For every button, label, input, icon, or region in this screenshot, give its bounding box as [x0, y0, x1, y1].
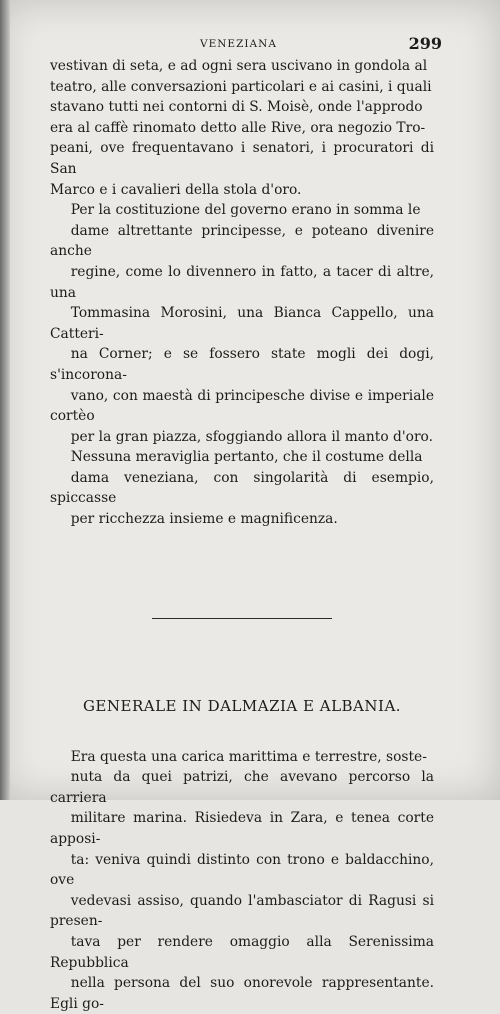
text-line: Nessuna meraviglia pertanto, che il costume della: [70, 449, 423, 466]
section-heading: GENERALE IN DALMAZIA E ALBANIA.: [82, 696, 402, 715]
page-body: [50, 34, 442, 1014]
paragraph: [50, 447, 434, 529]
text-line: vestivan di seta, e ad ogni sera uscivano in gondola al: [50, 58, 428, 74]
page-number: 299: [408, 34, 442, 53]
section-body: [50, 747, 434, 1014]
text-line: Tommasina Morosini, una Bianca Cappello, una Catteri-: [50, 305, 434, 342]
text-line: regine, come lo divennero in fatto, a tacer di altre, una: [50, 263, 434, 301]
text-line: Per la costituzione del governo erano in somma le: [70, 202, 421, 219]
paragraph: [50, 747, 434, 1014]
text-line: Marco e i cavalieri della stola d'oro.: [50, 181, 302, 198]
text-line: nuta da quei patrizi, che avevano percorso la carriera: [50, 769, 434, 806]
text-line: dame altrettante principesse, e poteano divenire anche: [50, 222, 434, 260]
text-line: nella persona del suo onorevole rappresentante. Egli go-: [50, 975, 434, 1012]
running-title: VENEZIANA: [200, 38, 277, 50]
text-line: per ricchezza insieme e magnificenza.: [70, 511, 338, 528]
text-line: na Corner; e se fossero state mogli dei dogi, s'incorona-: [50, 346, 434, 383]
binding-gutter: [0, 0, 10, 800]
text-line: peani, ove frequentavano i senatori, i procuratori di San: [50, 140, 434, 177]
paragraph: [50, 56, 434, 200]
text-line: per la gran piazza, sfoggiando allora il manto d'oro.: [70, 428, 434, 445]
text-line: dama veneziana, con singolarità di esempio, spiccasse: [50, 469, 434, 507]
text-line: ta: veniva quindi distinto con trono e baldacchino, ove: [50, 851, 434, 889]
section-divider: [152, 618, 332, 619]
text-line: stavano tutti nei contorni di S. Moisè, onde l'approdo: [50, 99, 423, 116]
text-line: Era questa una carica marittima e terrestre, soste-: [70, 748, 427, 765]
text-line: era al caffè rinomato detto alle Rive, ora negozio Tro-: [50, 119, 426, 136]
paragraph: [50, 200, 434, 447]
text-line: militare marina. Risiedeva in Zara, e tenea corte apposi-: [50, 810, 434, 848]
text-line: tava per rendere omaggio alla Serenissima Repubblica: [50, 934, 434, 971]
text-line: vedevasi assiso, quando l'ambasciator di Ragusi si presen-: [50, 892, 434, 930]
running-head: [50, 34, 442, 54]
text-line: teatro, alle conversazioni particolari e ai casini, i quali: [50, 78, 432, 95]
text-line: vano, con maestà di principesche divise e imperiale cortèo: [50, 387, 434, 425]
